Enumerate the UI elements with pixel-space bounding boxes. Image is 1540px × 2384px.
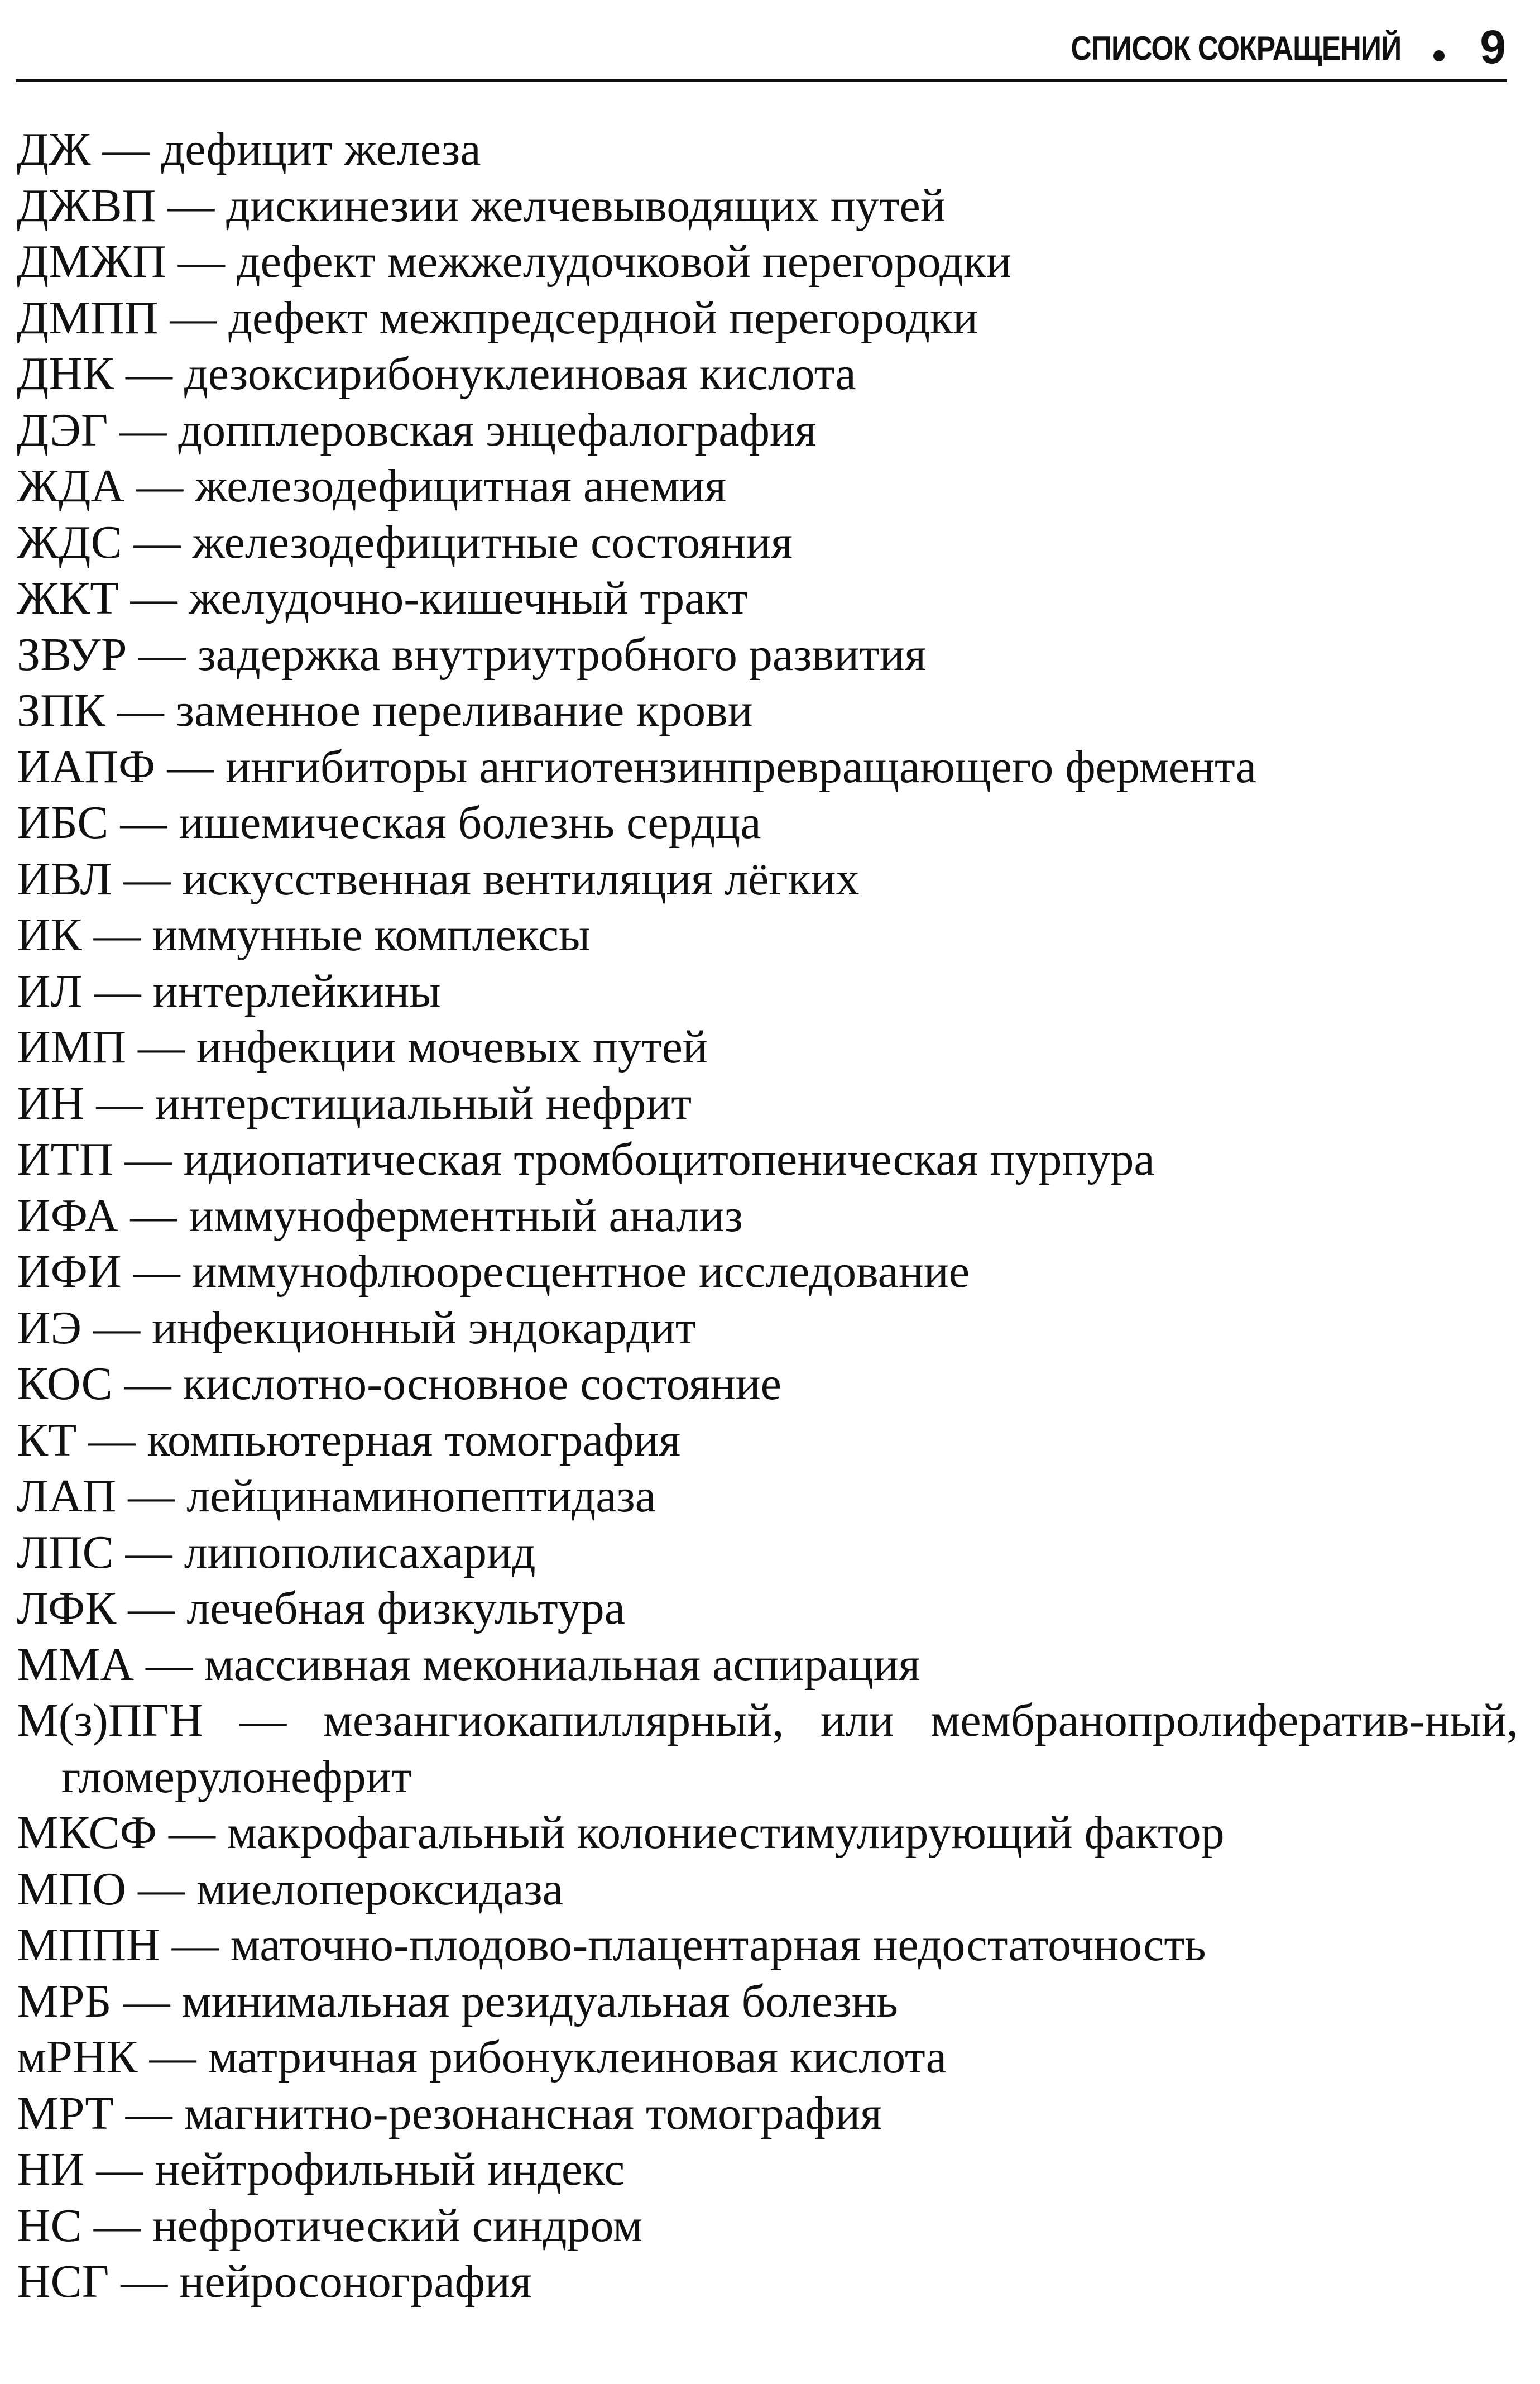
abbreviation-term: КТ bbox=[17, 1414, 77, 1466]
abbreviation-definition: интерстициальный нефрит bbox=[155, 1077, 692, 1129]
em-dash-separator: — bbox=[122, 516, 193, 568]
abbreviation-entry bbox=[17, 346, 1518, 403]
em-dash-separator: — bbox=[113, 1133, 184, 1185]
abbreviation-term: ИЭ bbox=[17, 1301, 82, 1354]
em-dash-separator: — bbox=[108, 797, 179, 849]
abbreviation-entry bbox=[17, 739, 1518, 796]
abbreviation-term: ЛПС bbox=[17, 1526, 114, 1578]
abbreviation-term: ИК bbox=[17, 909, 82, 961]
abbreviation-term: НСГ bbox=[17, 2256, 109, 2308]
abbreviation-entry bbox=[17, 1581, 1518, 1637]
em-dash-separator: — bbox=[124, 460, 195, 512]
em-dash-separator: — bbox=[156, 179, 227, 232]
abbreviation-entry bbox=[17, 2029, 1518, 2086]
abbreviation-term: МКСФ bbox=[17, 1807, 157, 1859]
abbreviation-term: ЖКТ bbox=[17, 572, 119, 624]
abbreviation-term: ДЖВП bbox=[17, 179, 156, 232]
abbreviation-definition: интерлейкины bbox=[152, 965, 441, 1017]
abbreviation-definition: магнитно-резонансная томография bbox=[184, 2087, 882, 2139]
abbreviation-entry bbox=[17, 178, 1518, 234]
abbreviation-entry bbox=[17, 1413, 1518, 1469]
abbreviation-definition: иммунофлюоресцентное исследование bbox=[191, 1246, 970, 1298]
em-dash-separator: — bbox=[126, 1021, 197, 1073]
abbreviation-definition: иммуноферментный анализ bbox=[189, 1189, 743, 1242]
abbreviation-entry bbox=[17, 964, 1518, 1020]
abbreviation-term: НИ bbox=[17, 2143, 85, 2195]
abbreviation-definition: инфекции мочевых путей bbox=[196, 1021, 708, 1073]
em-dash-separator: — bbox=[158, 291, 229, 344]
abbreviation-definition: кислотно-основное состояние bbox=[183, 1358, 781, 1410]
abbreviation-term: ИБС bbox=[17, 797, 109, 849]
abbreviation-term: мРНК bbox=[17, 2031, 138, 2083]
abbreviation-entry bbox=[17, 515, 1518, 571]
abbreviation-definition: матричная рибонуклеиновая кислота bbox=[208, 2031, 947, 2083]
abbreviation-term: ИАПФ bbox=[17, 740, 156, 793]
page-number: 9 bbox=[1480, 21, 1506, 73]
abbreviation-term: НС bbox=[17, 2199, 82, 2252]
abbreviation-entry bbox=[17, 458, 1518, 515]
abbreviation-definition: дефект межпредсердной перегородки bbox=[228, 291, 978, 344]
abbreviation-definition: железодефицитная анемия bbox=[195, 460, 727, 512]
em-dash-separator: — bbox=[108, 404, 179, 456]
abbreviation-definition: нейтрофильный индекс bbox=[155, 2143, 625, 2195]
abbreviation-entry bbox=[17, 683, 1518, 739]
em-dash-separator: — bbox=[113, 1526, 184, 1578]
em-dash-separator: — bbox=[112, 1358, 183, 1410]
abbreviation-definition: миелопероксидаза bbox=[196, 1863, 564, 1915]
em-dash-separator: — bbox=[81, 2199, 152, 2252]
em-dash-separator: — bbox=[114, 348, 184, 400]
abbreviation-entry bbox=[17, 1188, 1518, 1244]
em-dash-separator: — bbox=[137, 2031, 208, 2083]
abbreviation-term: ММА bbox=[17, 1638, 135, 1691]
em-dash-separator: — bbox=[84, 1077, 155, 1129]
em-dash-separator: — bbox=[113, 2087, 184, 2139]
abbreviation-term: МПО bbox=[17, 1863, 127, 1915]
abbreviation-definition: лечебная физкультура bbox=[186, 1582, 625, 1634]
abbreviation-term: ИТП bbox=[17, 1133, 113, 1185]
em-dash-separator: — bbox=[82, 965, 153, 1017]
em-dash-separator: — bbox=[84, 2143, 155, 2195]
abbreviation-term: ДЭГ bbox=[17, 404, 108, 456]
abbreviation-entry bbox=[17, 234, 1518, 290]
abbreviation-definition: мезангиокапиллярный, или мембранопролифератив-ный, гломерулонефрит bbox=[61, 1694, 1518, 1803]
abbreviation-definition: минимальная резидуальная болезнь bbox=[181, 1975, 898, 2027]
em-dash-separator: — bbox=[111, 1975, 182, 2027]
abbreviation-term: ИВЛ bbox=[17, 853, 112, 905]
abbreviation-definition: макрофагальный колониестимулирующий фактор bbox=[227, 1807, 1225, 1859]
abbreviation-term: ЖДА bbox=[17, 460, 125, 512]
running-header-title: СПИСОК СОКРАЩЕНИЙ bbox=[1071, 30, 1401, 67]
abbreviation-entry bbox=[17, 2086, 1518, 2142]
abbreviation-definition: липополисахарид bbox=[184, 1526, 536, 1578]
abbreviation-term: МППН bbox=[17, 1919, 160, 1971]
abbreviation-term: МРТ bbox=[17, 2087, 114, 2139]
em-dash-separator: — bbox=[81, 909, 152, 961]
abbreviation-term: ЛФК bbox=[17, 1582, 117, 1634]
em-dash-separator: — bbox=[118, 1189, 189, 1242]
abbreviation-definition: дефект межжелудочковой перегородки bbox=[236, 236, 1011, 288]
abbreviation-term: ИН bbox=[17, 1077, 85, 1129]
abbreviation-entry bbox=[17, 571, 1518, 627]
abbreviation-definition: массивная мекониальная аспирация bbox=[204, 1638, 920, 1691]
abbreviation-entry bbox=[17, 2254, 1518, 2310]
em-dash-separator: — bbox=[109, 2256, 180, 2308]
abbreviation-entry bbox=[17, 627, 1518, 683]
em-dash-separator: — bbox=[166, 236, 237, 288]
abbreviation-term: ЖДС bbox=[17, 516, 122, 568]
abbreviation-definition: ишемическая болезнь сердца bbox=[179, 797, 761, 849]
abbreviation-list bbox=[17, 122, 1518, 2310]
em-dash-separator: — bbox=[160, 1919, 231, 1971]
abbreviation-definition: маточно-плодово-плацентарная недостаточность bbox=[230, 1919, 1206, 1971]
abbreviation-entry bbox=[17, 851, 1518, 908]
abbreviation-entry bbox=[17, 907, 1518, 964]
abbreviation-term: М(з)ПГН bbox=[17, 1694, 203, 1746]
em-dash-separator: — bbox=[155, 740, 226, 793]
abbreviation-entry bbox=[17, 1974, 1518, 2030]
em-dash-separator: — bbox=[126, 1863, 197, 1915]
abbreviation-entry bbox=[17, 1019, 1518, 1076]
abbreviation-entry bbox=[17, 2198, 1518, 2254]
abbreviation-definition: искусственная вентиляция лёгких bbox=[182, 853, 860, 905]
abbreviation-term: ДМЖП bbox=[17, 236, 166, 288]
em-dash-separator: — bbox=[157, 1807, 228, 1859]
em-dash-separator: — bbox=[127, 628, 198, 681]
em-dash-separator: — bbox=[105, 684, 176, 736]
abbreviation-definition: нейросонография bbox=[179, 2256, 532, 2308]
abbreviation-term: ИЛ bbox=[17, 965, 83, 1017]
abbreviation-term: ДМПП bbox=[17, 291, 159, 344]
em-dash-separator: — bbox=[203, 1694, 323, 1746]
abbreviation-definition: иммунные комплексы bbox=[152, 909, 591, 961]
abbreviation-term: ЛАП bbox=[17, 1470, 117, 1522]
abbreviation-definition: инфекционный эндокардит bbox=[152, 1301, 696, 1354]
abbreviation-definition: дискинезии желчевыводящих путей bbox=[226, 179, 946, 232]
em-dash-separator: — bbox=[76, 1414, 147, 1466]
abbreviation-entry bbox=[17, 1076, 1518, 1132]
abbreviation-definition: задержка внутриутробного развития bbox=[197, 628, 927, 681]
abbreviation-entry bbox=[17, 1861, 1518, 1918]
em-dash-separator: — bbox=[116, 1582, 187, 1634]
abbreviation-term: ДЖ bbox=[17, 123, 91, 175]
abbreviation-entry bbox=[17, 1468, 1518, 1525]
abbreviation-term: ЗПК bbox=[17, 684, 105, 736]
abbreviation-definition: дезоксирибонуклеиновая кислота bbox=[184, 348, 856, 400]
abbreviation-entry bbox=[17, 290, 1518, 347]
em-dash-separator: — bbox=[121, 1246, 192, 1298]
abbreviation-entry bbox=[17, 122, 1518, 178]
bullet-separator-icon bbox=[1433, 50, 1445, 61]
abbreviation-entry bbox=[17, 403, 1518, 459]
abbreviation-definition: допплеровская энцефалография bbox=[178, 404, 817, 456]
abbreviation-entry bbox=[17, 1693, 1518, 1805]
abbreviation-term: КОС bbox=[17, 1358, 113, 1410]
abbreviation-entry bbox=[17, 1300, 1518, 1357]
abbreviation-definition: желудочно-кишечный тракт bbox=[189, 572, 748, 624]
em-dash-separator: — bbox=[90, 123, 161, 175]
em-dash-separator: — bbox=[81, 1301, 152, 1354]
abbreviation-entry bbox=[17, 1356, 1518, 1413]
abbreviation-entry bbox=[17, 1244, 1518, 1300]
abbreviation-entry bbox=[17, 1805, 1518, 1861]
abbreviation-definition: железодефицитные состояния bbox=[192, 516, 793, 568]
abbreviation-entry bbox=[17, 2142, 1518, 2198]
abbreviation-entry bbox=[17, 795, 1518, 851]
running-header bbox=[16, 17, 1507, 82]
abbreviation-definition: лейцинаминопептидаза bbox=[186, 1470, 656, 1522]
abbreviation-entry bbox=[17, 1917, 1518, 1974]
abbreviation-term: МРБ bbox=[17, 1975, 112, 2027]
abbreviation-definition: нефротический синдром bbox=[152, 2199, 643, 2252]
abbreviation-term: ЗВУР bbox=[17, 628, 127, 681]
abbreviation-definition: ингибиторы ангиотензинпревращающего фермента bbox=[226, 740, 1257, 793]
abbreviation-definition: компьютерная томография bbox=[147, 1414, 681, 1466]
abbreviation-entry bbox=[17, 1637, 1518, 1693]
em-dash-separator: — bbox=[112, 853, 183, 905]
abbreviation-term: ИФИ bbox=[17, 1246, 122, 1298]
abbreviation-term: ИМП bbox=[17, 1021, 127, 1073]
abbreviation-term: ИФА bbox=[17, 1189, 119, 1242]
em-dash-separator: — bbox=[134, 1638, 205, 1691]
abbreviation-entry bbox=[17, 1525, 1518, 1581]
abbreviation-term: ДНК bbox=[17, 348, 114, 400]
em-dash-separator: — bbox=[118, 572, 189, 624]
abbreviation-definition: заменное переливание крови bbox=[175, 684, 753, 736]
abbreviation-entry bbox=[17, 1132, 1518, 1188]
abbreviation-definition: идиопатическая тромбоцитопеническая пурпура bbox=[183, 1133, 1155, 1185]
em-dash-separator: — bbox=[116, 1470, 187, 1522]
abbreviation-definition: дефицит железа bbox=[161, 123, 481, 175]
